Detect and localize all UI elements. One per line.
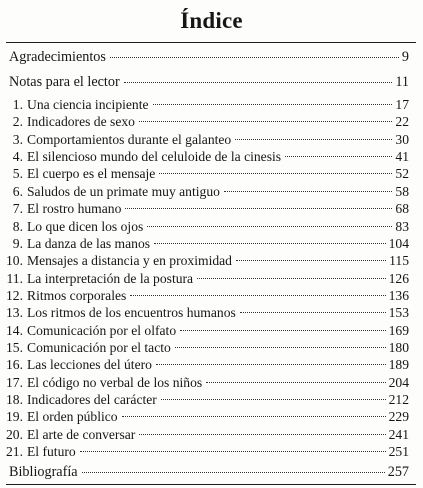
chapter-number: 9.	[12, 235, 23, 251]
dot-leader	[153, 104, 393, 105]
chapter-number: 2.	[12, 114, 23, 130]
chapter-number: 21.	[6, 444, 23, 459]
dot-leader	[235, 139, 392, 140]
dot-leader	[154, 243, 386, 244]
chapter-number: 18.	[6, 392, 23, 407]
entry-page-number: 153	[388, 305, 409, 321]
entry-page-number: 257	[387, 464, 409, 480]
dot-leader	[125, 208, 392, 209]
entry-label: Los ritmos de los encuentros humanos	[27, 305, 236, 321]
entry-label: La danza de las manos	[27, 235, 151, 251]
dot-leader	[159, 173, 392, 174]
entry-label: El rostro humano	[27, 201, 122, 217]
chapter-number: 7.	[12, 201, 23, 217]
entry-label: Indicadores de sexo	[27, 114, 135, 130]
entry-page-number: 115	[389, 253, 409, 269]
toc-entry-chapter[interactable]	[1, 148, 409, 165]
toc-entry-chapter[interactable]	[1, 252, 409, 269]
chapter-number: 12.	[6, 287, 23, 303]
chapter-number: 5.	[12, 166, 23, 182]
dot-leader	[180, 330, 385, 331]
dot-leader	[175, 347, 386, 348]
dot-leader	[285, 156, 392, 157]
entry-page-number: 126	[388, 270, 409, 286]
toc-entry-chapter[interactable]	[1, 113, 409, 130]
chapter-number: 8.	[12, 218, 23, 234]
entry-page-number: 251	[388, 444, 409, 459]
entry-label: La interpretación de la postura	[27, 270, 194, 286]
toc-entry-chapter[interactable]	[1, 183, 409, 200]
chapter-number: 10.	[6, 253, 23, 269]
entry-page-number: 241	[388, 426, 409, 442]
chapter-number: 4.	[12, 149, 23, 165]
entry-label: Lo que dicen los ojos	[27, 218, 144, 234]
entry-label: Notas para el lector	[9, 74, 120, 90]
chapter-number: 11.	[6, 270, 23, 286]
toc-entry-agradecimientos[interactable]	[9, 48, 409, 66]
toc-entry-chapter[interactable]	[1, 374, 409, 391]
chapter-number: 1.	[12, 97, 23, 112]
toc-entry-chapter[interactable]	[1, 408, 409, 425]
toc-entry-chapter[interactable]	[1, 356, 409, 373]
entry-page-number: 9	[401, 49, 409, 65]
entry-label: El silencioso mundo del celuloide de la cinesis	[27, 149, 282, 165]
chapter-number: 13.	[6, 305, 23, 321]
toc-entry-chapter[interactable]	[1, 165, 409, 182]
chapter-number: 19.	[6, 409, 23, 425]
entry-label: Bibliografía	[9, 464, 78, 480]
dot-leader	[156, 364, 386, 365]
chapter-number: 14.	[6, 322, 23, 338]
entry-label: Comportamientos durante el galanteo	[27, 131, 232, 147]
entry-page-number: 104	[388, 235, 409, 251]
page-title: Índice	[180, 8, 243, 33]
entry-page-number: 58	[395, 183, 409, 199]
toc-entry-chapter[interactable]	[1, 200, 409, 217]
toc-entry-chapter[interactable]	[1, 131, 409, 148]
entry-label: Comunicación por el tacto	[27, 339, 171, 355]
dot-leader	[161, 399, 386, 400]
entry-label: Una ciencia incipiente	[27, 97, 149, 112]
entry-label: El orden público	[27, 409, 118, 425]
toc-entry-chapter[interactable]	[1, 270, 409, 287]
toc-entry-notas[interactable]	[9, 73, 409, 91]
bottom-rule	[6, 484, 416, 485]
entry-label: El cuerpo es el mensaje	[27, 166, 156, 182]
entry-label: Mensajes a distancia y en proximidad	[27, 253, 232, 269]
entry-label: Agradecimientos	[9, 49, 106, 65]
chapter-number: 6.	[12, 183, 23, 199]
entry-page-number: 169	[388, 322, 409, 338]
dot-leader	[110, 57, 399, 58]
dot-leader	[224, 191, 392, 192]
toc-entry-chapter[interactable]	[1, 443, 409, 460]
entry-page-number: 189	[388, 357, 409, 373]
entry-page-number: 180	[388, 339, 409, 355]
entry-page-number: 68	[395, 201, 409, 217]
toc-entry-chapter[interactable]	[1, 391, 409, 408]
chapter-number: 15.	[6, 339, 23, 355]
chapter-number: 17.	[6, 374, 23, 390]
dot-leader	[82, 472, 385, 473]
toc-entry-chapter[interactable]	[1, 304, 409, 321]
toc-entry-chapter[interactable]	[1, 218, 409, 235]
entry-label: Comunicación por el olfato	[27, 322, 177, 338]
entry-page-number: 204	[388, 374, 409, 390]
dot-leader	[122, 416, 386, 417]
toc-entry-chapter[interactable]	[1, 322, 409, 339]
dot-leader	[206, 382, 385, 383]
toc-entry-bibliografia[interactable]	[9, 463, 409, 481]
toc-entry-chapter[interactable]	[1, 287, 409, 304]
chapter-number: 20.	[6, 426, 23, 442]
entry-label: Las lecciones del útero	[27, 357, 152, 373]
toc-entry-chapter[interactable]	[1, 235, 409, 252]
entry-page-number: 30	[395, 131, 409, 147]
entry-page-number: 52	[395, 166, 409, 182]
dot-leader	[139, 434, 385, 435]
entry-page-number: 22	[395, 114, 409, 130]
entry-page-number: 212	[388, 392, 409, 407]
dot-leader	[147, 226, 392, 227]
entry-page-number: 229	[388, 409, 409, 425]
dot-leader	[240, 312, 386, 313]
entry-page-number: 41	[395, 149, 409, 165]
entry-page-number: 17	[395, 97, 409, 112]
entry-label: Saludos de un primate muy antiguo	[27, 183, 220, 199]
toc-entry-chapter[interactable]	[1, 96, 409, 113]
toc-entry-chapter[interactable]	[1, 426, 409, 443]
entry-label: El arte de conversar	[27, 426, 136, 442]
dot-leader	[124, 82, 393, 83]
entry-label: El código no verbal de los niños	[27, 374, 203, 390]
chapter-number: 3.	[12, 131, 23, 147]
entry-label: Ritmos corporales	[27, 287, 127, 303]
entry-page-number: 83	[395, 218, 409, 234]
dot-leader	[139, 121, 392, 122]
chapter-number: 16.	[6, 357, 23, 373]
entry-page-number: 11	[395, 74, 409, 90]
entry-label: Indicadores del carácter	[27, 392, 157, 407]
dot-leader	[130, 295, 385, 296]
entry-label: El futuro	[27, 444, 76, 459]
dot-leader	[236, 260, 386, 261]
entry-page-number: 136	[388, 287, 409, 303]
toc-entry-chapter[interactable]	[1, 339, 409, 356]
dot-leader	[197, 278, 386, 279]
dot-leader	[80, 451, 386, 452]
